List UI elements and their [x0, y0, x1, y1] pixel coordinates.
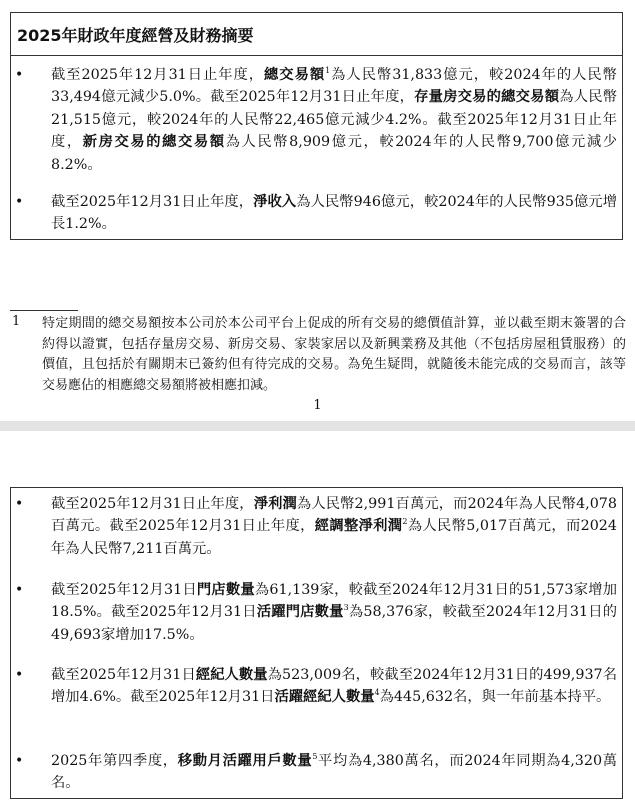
text-run: 截至2025年12月31日止年度，: [51, 67, 265, 83]
page-separator: [0, 421, 635, 431]
text-run: 為人民幣8,909億元，較2024年的人民幣9,700億元減少8.2%。: [51, 134, 618, 173]
bullet-dot: •: [15, 496, 24, 512]
text-run: 2025年第四季度，: [51, 753, 178, 769]
bold-term: 淨收入: [253, 194, 297, 210]
highlights-box-page1: [10, 12, 623, 240]
bold-term: 移動月活躍用戶數量: [177, 753, 313, 769]
section-title: 2025年財政年度經營及財務摘要: [17, 26, 254, 45]
bold-term: 經紀人數量: [195, 667, 268, 683]
bullet-dot: •: [15, 667, 24, 683]
footnote-ref: 5: [312, 752, 318, 762]
text-run: 截至2025年12月31日止年度，: [51, 194, 254, 210]
text-run: 為人民幣31,833億元，較2024年的人民幣33,494億元減少5.0%。截至2025年12月31日止年度，: [51, 67, 617, 106]
text-run: 截至2025年12月31日: [51, 667, 196, 683]
footnote-number: 1: [12, 314, 21, 329]
bold-term: 淨利潤: [253, 496, 297, 512]
text-run: 為61,139家，較截至2024年12月31日的51,573家增加18.5%。截至2025年12月31日: [51, 582, 617, 621]
bold-term: 新房交易的總交易額: [82, 134, 226, 151]
page-number: 1: [313, 398, 322, 413]
text-run: 截至2025年12月31日止年度，: [51, 496, 254, 512]
footnote-ref: 1: [325, 66, 331, 76]
footnote-text: 特定期間的總交易額按本公司於本公司平台上促成的所有交易的總價值計算，並以截至期末簽署的合約得以證實，包括存量房交易、新房交易、家裝家居以及新興業務及其他（不包括房屋租賃服務）的價值，且包括於有關期末已簽約但有待完成的交易。為免生疑問，就隨後未能完成的交易而言，該等交易應佔的相應總交易額將被相應扣減。: [42, 316, 626, 393]
text-run: 為445,632名，與一年前基本持平。: [379, 689, 611, 706]
footnote-ref: 4: [374, 688, 380, 698]
bullet-dot: •: [15, 194, 24, 210]
text-run: 截至2025年12月31日: [51, 582, 197, 598]
bullet-text: [51, 664, 617, 709]
footnote-ref: 3: [343, 603, 349, 613]
bullet-text: [51, 750, 617, 795]
bullet-text: [51, 493, 617, 560]
text-run: 為人民幣5,017百萬元，而2024年為人民幣7,211百萬元。: [51, 518, 617, 557]
bold-term: 門店數量: [196, 582, 255, 598]
bold-term: 活躍門店數量: [256, 604, 344, 621]
title-divider: [11, 55, 622, 56]
text-run: 為人民幣946億元，較2024年的人民幣935億元增長1.2%。: [51, 194, 618, 233]
text-run: 為58,376家，較截至2024年12月31日的49,693家增加17.5%。: [51, 604, 617, 643]
text-run: 為人民幣21,515億元，較2024年的人民幣22,465億元減少4.2%。截至2025年12月31日止年度，: [51, 89, 618, 151]
bold-term: 經調整淨利潤: [314, 518, 403, 535]
text-run: 為人民幣2,991百萬元，而2024年為人民幣4,078百萬元。截至2025年12月31日止年度，: [51, 496, 617, 535]
bold-term: 活躍經紀人數量: [274, 689, 375, 706]
bold-term: 總交易額: [264, 67, 326, 83]
text-run: 平均為4,380萬名，而2024年同期為4,320萬名。: [51, 753, 618, 792]
bullet-text: [51, 191, 617, 236]
footnote-divider: [10, 310, 78, 311]
bullet-dot: •: [15, 582, 24, 598]
bold-term: 存量房交易的總交易額: [414, 89, 560, 106]
bullet-dot: •: [15, 753, 24, 769]
bullet-text: [51, 64, 617, 176]
highlights-box-page2: [10, 487, 623, 799]
text-run: 為523,009名，較截至2024年12月31日的499,937名增加4.6%。截至2025年12月31日: [51, 667, 618, 706]
footnote-ref: 2: [402, 517, 408, 527]
bullet-text: [51, 579, 617, 646]
bullet-dot: •: [15, 67, 24, 83]
